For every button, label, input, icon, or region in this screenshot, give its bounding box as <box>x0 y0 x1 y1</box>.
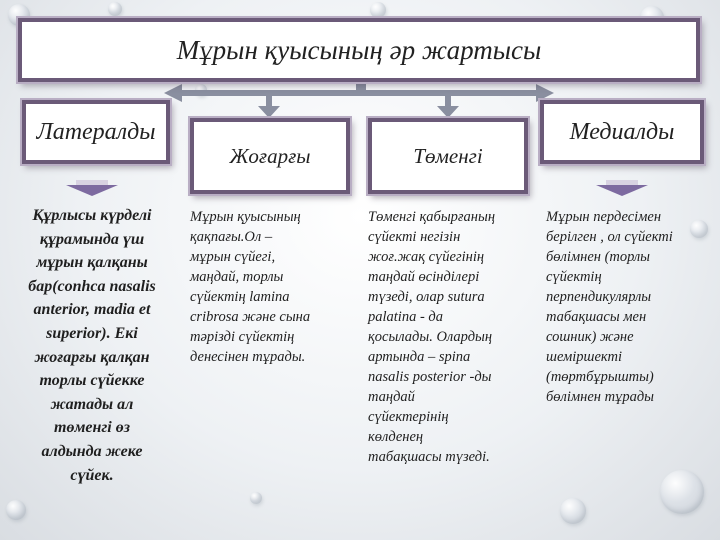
text-line: palatina - да <box>368 309 443 325</box>
text-line: құрамында үш <box>39 230 145 248</box>
text-line: superior). Екі <box>46 324 138 342</box>
category-lateral: Латералды <box>22 100 170 164</box>
diagram-title: Мұрын қуысының әр жартысы <box>18 18 700 82</box>
text-line: мұрын қалқаны <box>36 254 148 272</box>
text-line: cribrosa және сына <box>190 309 311 325</box>
text-line: торлы сүйекке <box>39 372 145 390</box>
text-line: маңдай, торлы <box>190 269 284 285</box>
text-line: алдында жеке <box>41 442 143 460</box>
text-line: табақшасы түзеді. <box>368 449 490 465</box>
text-line: жоғарғы қалқан <box>34 348 150 366</box>
text-line: мұрын сүйегі, <box>190 249 276 265</box>
text-line: таңдай өсінділері <box>368 269 480 285</box>
text-line: артында – spina <box>368 349 471 365</box>
text-line: жоғ.жақ сүйегінің <box>368 249 485 265</box>
text-line: табақшасы мен <box>546 309 647 325</box>
text-line: берілген , ол сүйекті <box>546 229 673 245</box>
text-line: Төменгі қабырғаның <box>368 209 496 225</box>
text-line: сүйекті негізін <box>368 229 461 245</box>
text-line: шеміршекті <box>546 349 623 365</box>
text-line: тәрізді сүйектің <box>190 329 295 345</box>
text-line: төменгі өз <box>54 419 130 437</box>
down-arrow-icon <box>66 180 118 196</box>
text-line: таңдай <box>368 389 415 405</box>
text-line: бар(conhca nasalis <box>28 277 156 295</box>
category-lower: Төменгі <box>368 118 528 194</box>
text-line: перпендикулярлы <box>546 289 652 305</box>
description-lateral <box>2 204 182 487</box>
text-line: сүйектің lamina <box>190 289 290 305</box>
text-line: көлденең <box>368 429 424 445</box>
description-lower <box>368 207 538 467</box>
category-medial: Медиалды <box>540 100 704 164</box>
text-line: жатады ал <box>50 395 134 413</box>
text-line: Құрлысы күрделі <box>32 207 152 224</box>
text-line: сүйек. <box>70 466 114 484</box>
text-line: қақпағы.Ол – <box>190 229 273 245</box>
text-line: бөлімнен тұрады <box>546 389 654 405</box>
text-line: бөлімнен (торлы <box>546 249 650 265</box>
text-line: Мұрын қуысының <box>190 209 301 225</box>
text-line: сүйектерінің <box>368 409 449 425</box>
text-line: (төртбұрышты) <box>546 369 654 385</box>
description-medial <box>546 207 718 407</box>
text-line: сошник) және <box>546 329 634 345</box>
text-line: түзеді, олар sutura <box>368 289 485 305</box>
text-line: nasalis posterior -ды <box>368 369 492 385</box>
text-line: денесінен тұрады. <box>190 349 306 365</box>
category-upper: Жоғарғы <box>190 118 350 194</box>
text-line: қосылады. Олардың <box>368 329 493 345</box>
text-line: Мұрын пердесімен <box>546 209 662 225</box>
description-upper <box>190 207 360 367</box>
text-line: anterior, madia et <box>33 301 151 319</box>
down-arrow-icon <box>596 180 648 196</box>
text-line: сүйектің <box>546 269 602 285</box>
